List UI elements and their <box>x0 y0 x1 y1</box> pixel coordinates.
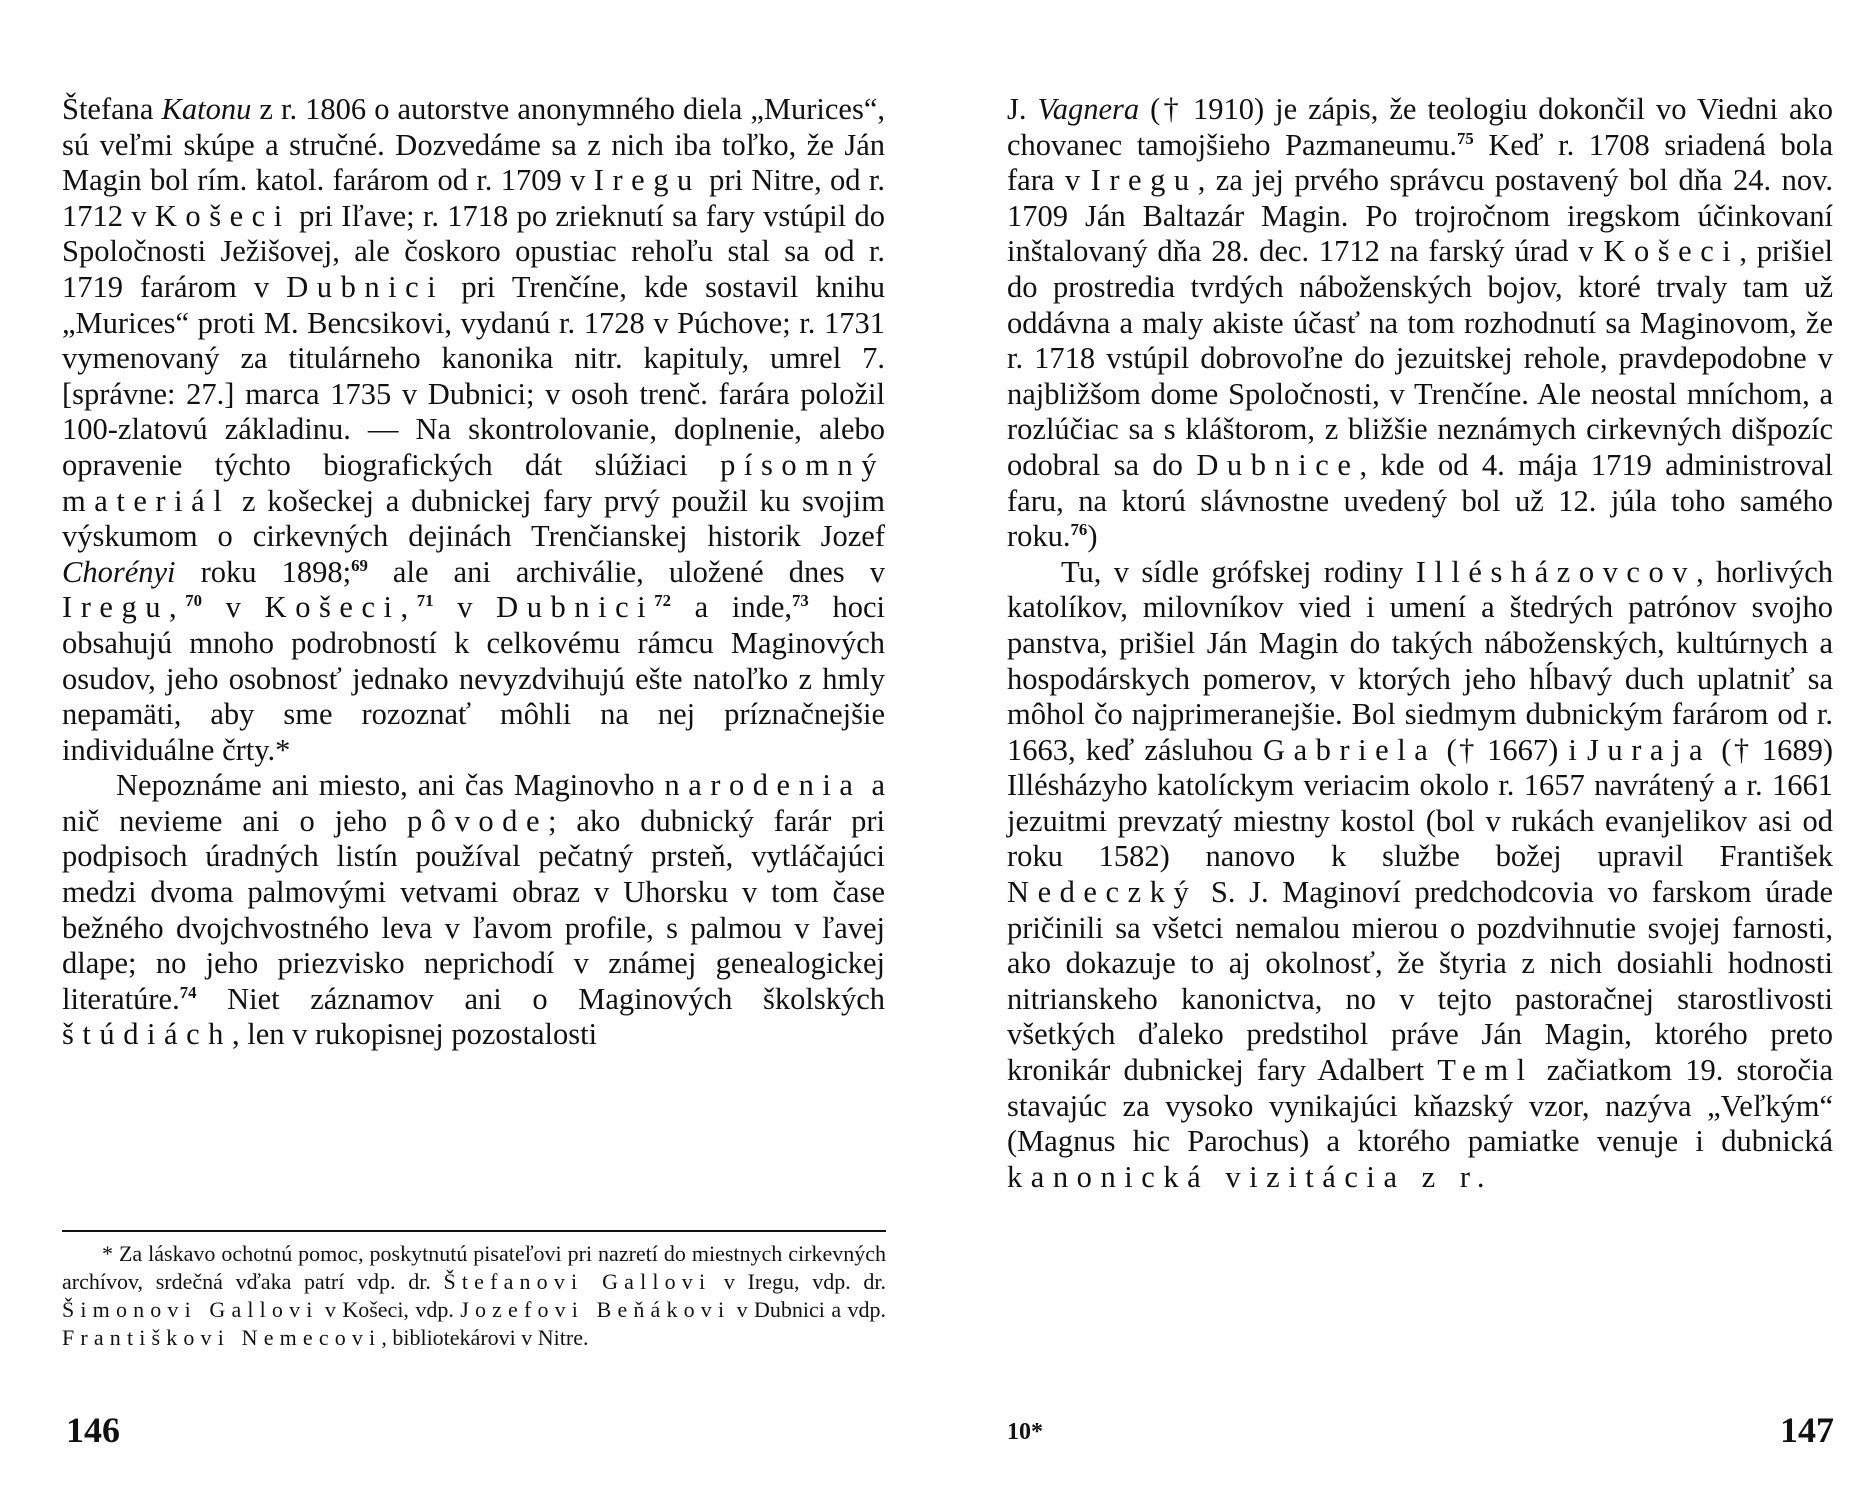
spaced-emphasis: Dubnice <box>1196 447 1360 482</box>
spaced-emphasis: Nedeczký <box>1007 875 1198 910</box>
left-page-body <box>62 92 885 1053</box>
footnote-ref: 75 <box>1457 128 1474 148</box>
page-number-right: 147 <box>1780 1410 1834 1450</box>
text-run: , prišiel do prostredia tvrdých náboženských bojov, ktoré trvaly tam už oddávna a maly akiste účasť na tom rozhodnutí sa Maginovom, že r. 1718 vstúpil dobrovoľne do jezuitskej rehole, pravdepodobne v najbližšom dome Spoločnosti, v Trenčíne. Ale neostal mníchom, a rozlúčiac sa s kláštorom, z bližšie neznámych cirkevných dišpozíc odobral sa do <box>1007 234 1833 482</box>
text-run: Niet záznamov ani o Maginových školských <box>196 981 885 1016</box>
text-run: v Dubnici a vdp. <box>730 1297 886 1322</box>
footnote-rule <box>62 1230 886 1232</box>
text-run: , horlivých katolíkov, milovníkov vied i umení a štedrých patrónov svojho panstva, prišiel Ján Magin do takých náboženských, kultúrnych a hospodárskych pomerov, v ktorých jeho hĺbavý duch uplatniť sa môhol čo najprimeranejšie. Bol siedmym dubnickým farárom od r. 1663, keď zásluhou <box>1007 554 1833 767</box>
text-run: († 1689) Illésházyho katolíckym veriacim okolo r. 1657 navrátený a r. 1661 jezuitmi prevzatý miestny kostol (bol v rukách evanjelikov asi od roku 1582) nanovo k službe božej upravil František <box>1007 732 1833 874</box>
spaced-emphasis: Iregu <box>1090 163 1198 198</box>
spaced-emphasis: Iregu <box>593 163 701 198</box>
footnote-ref: 70 <box>185 591 202 611</box>
spaced-emphasis: pôvode <box>407 803 549 838</box>
text-run: , len v rukopisnej pozostalosti <box>231 1017 598 1052</box>
text-run: a inde, <box>670 590 793 625</box>
spaced-emphasis: Dubnici <box>496 590 655 625</box>
spaced-emphasis: Košeci <box>154 198 291 233</box>
text-run: Štefana <box>62 92 162 126</box>
left-paragraph-1 <box>62 92 885 768</box>
text-run: († 1910) je zápis, že teologiu dokončil vo Viedni ako chovanec tamojšieho Pazmaneumu. <box>1007 92 1833 162</box>
spaced-emphasis: Košeci <box>1603 234 1740 269</box>
spaced-emphasis: Košeci, <box>264 590 417 625</box>
text-run: ale ani archiválie, uložené dnes v <box>367 554 886 589</box>
text-run: v <box>201 590 265 625</box>
spaced-emphasis: narodenia <box>664 768 862 803</box>
text-run: J. <box>1007 92 1038 126</box>
spaced-emphasis: kanonická vizitácia z r. <box>1007 1159 1494 1194</box>
text-run: , bibliotekárovi v Nitre. <box>381 1325 589 1350</box>
right-paragraph-1 <box>1007 92 1833 555</box>
right-page-body <box>1007 92 1833 1195</box>
text-run: a nič nevieme ani o jeho <box>62 768 886 838</box>
text-run: z r. 1806 o autorstve anonymného diela „Murices“, sú veľmi skúpe a stručné. Dozvedáme sa z nich iba toľko, že Ján Magin bol rím. katol. farárom od r. 1709 v <box>62 92 885 198</box>
italic-name: Vagnera <box>1037 92 1140 126</box>
right-page <box>935 0 1870 1500</box>
text-run: hoci obsahujú mnoho podrobností k celkovému rámcu Maginových osudov, jeho osobnosť jednako nevyzdvihujú ešte natoľko z hmly nepamäti, aby sme rozoznať môhli na nej príznačnejšie individuálne črty.* <box>62 590 885 767</box>
text-run: , kde od 4. mája 1719 administroval faru, na ktorú slávnostne uvedený bol už 12. júla toho samého roku. <box>1007 447 1834 554</box>
text-run: S. J. Maginoví predchodcovia vo farskom úrade pričinili sa všetci nemalou mierou o pozdvihnutie svojej farnosti, ako dokazuje to aj okolnosť, že štyria z nich dosiahli hodnosti nitrianskeho kanonictva, no v tejto pastoračnej starostlivosti všetkých ďaleko predstihol práve Ján Magin, ktorého preto kronikár dubnickej fary Adalbert <box>1007 875 1833 1088</box>
text-run: Nepoznáme ani miesto, ani čas Maginovho <box>116 768 665 803</box>
text-run: v <box>433 590 497 625</box>
text-run: pri Nitre, od r. 1712 v <box>62 163 885 233</box>
text-run: pri Trenčíne, kde sostavil knihu „Murices“ proti M. Bencsikovi, vydanú r. 1728 v Púchove; r. 1731 vymenovaný za titulárneho kanonika nitr. kapituly, umrel 7. [správne: 27.] marca 1735 v Dubnici; v osoh trenč. farára položil 100-zlatovú základinu. — Na skontrolovanie, doplnenie, alebo opravenie týchto biografických dát slúžiaci <box>62 269 885 482</box>
spaced-emphasis: Štefanovi Gallovi <box>443 1269 712 1294</box>
spaced-emphasis: Gabriela <box>1263 732 1437 767</box>
spaced-emphasis: Šimonovi Gallovi <box>62 1297 319 1322</box>
text-run: , za jej prvého správcu postavený bol dňa 24. nov. 1709 Ján Baltazár Magin. Po trojročnom iregskom účinkovaní inštalovaný dňa 28. dec. 1712 na farský úrad v <box>1007 163 1834 269</box>
text-run: roku 1898; <box>175 554 352 589</box>
text-run: v Košeci, vdp. <box>318 1297 461 1322</box>
text-run: ) <box>1087 519 1098 554</box>
footnote-ref: 73 <box>792 591 809 611</box>
footnote-ref: 76 <box>1070 520 1088 540</box>
spaced-emphasis: písomný materiál <box>62 447 885 518</box>
spaced-emphasis: Iregu, <box>62 590 186 625</box>
spaced-emphasis: Teml <box>1437 1053 1534 1088</box>
footnote-text <box>62 1240 886 1352</box>
text-run: začiatkom 19. storočia stavajúc za vysoko vynikajúci kňazský vzor, nazýva „Veľkým“ (Magnus hic Parochus) a ktorého pamiatke venuje i dubnická <box>1007 1053 1833 1159</box>
text-run: ; ako dubnický farár pri podpisoch úradných listín používal pečatný prsteň, vytláčajúci medzi dvoma palmovými vetvami obraz v Uhorsku v tom čase bežného dvojchvostného leva v ľavom profile, s palmou v ľavej dlape; no jeho priezvisko neprichodí v známej genealogickej literatúre. <box>62 803 886 1016</box>
footnote-ref: 74 <box>179 982 197 1002</box>
right-paragraph-2 <box>1007 555 1833 1196</box>
text-run: Keď r. 1708 sriadená bola fara v <box>1007 127 1833 198</box>
text-run: Tu, v sídle grófskej rodiny <box>1061 554 1416 589</box>
left-paragraph-2 <box>62 768 885 1053</box>
italic-name: Katonu <box>161 92 252 126</box>
text-run: * Za láskavo ochotnú pomoc, poskytnutú pisateľovi pri nazretí do miestnych cirkevných archívov, srdečná vďaka patrí vdp. dr. <box>62 1241 886 1294</box>
spaced-emphasis: Dubnici <box>286 269 445 304</box>
text-run: († 1667) i <box>1436 732 1587 767</box>
footnote-ref: 71 <box>416 591 434 611</box>
text-run: pri Iľave; r. 1718 po zrieknutí sa fary vstúpil do Spoločnosti Ježišovej, ale čoskoro opustiac rehoľu stal sa od r. 1719 farárom v <box>62 198 886 304</box>
spaced-emphasis: Illésházovcov <box>1415 554 1697 589</box>
footnote-ref: 72 <box>654 591 671 611</box>
spaced-emphasis: štúdiách <box>62 1017 232 1052</box>
spaced-emphasis: Juraja <box>1587 732 1712 767</box>
spaced-emphasis: Jozefovi Beňákovi <box>460 1297 731 1322</box>
footnote <box>62 1240 886 1352</box>
text-run: v Iregu, vdp. dr. <box>711 1269 887 1294</box>
text-run: z košeckej a dubnickej fary prvý použil ku svojim výskumom o cirkevných dejinách Trenčianskej historik Jozef <box>62 483 885 554</box>
signature-mark: 10* <box>1007 1419 1043 1445</box>
page-number-left: 146 <box>66 1410 120 1450</box>
italic-name: Chorényi <box>62 554 176 589</box>
footnote-ref: 69 <box>351 555 368 575</box>
spaced-emphasis: Františkovi Nemecovi <box>62 1325 382 1350</box>
